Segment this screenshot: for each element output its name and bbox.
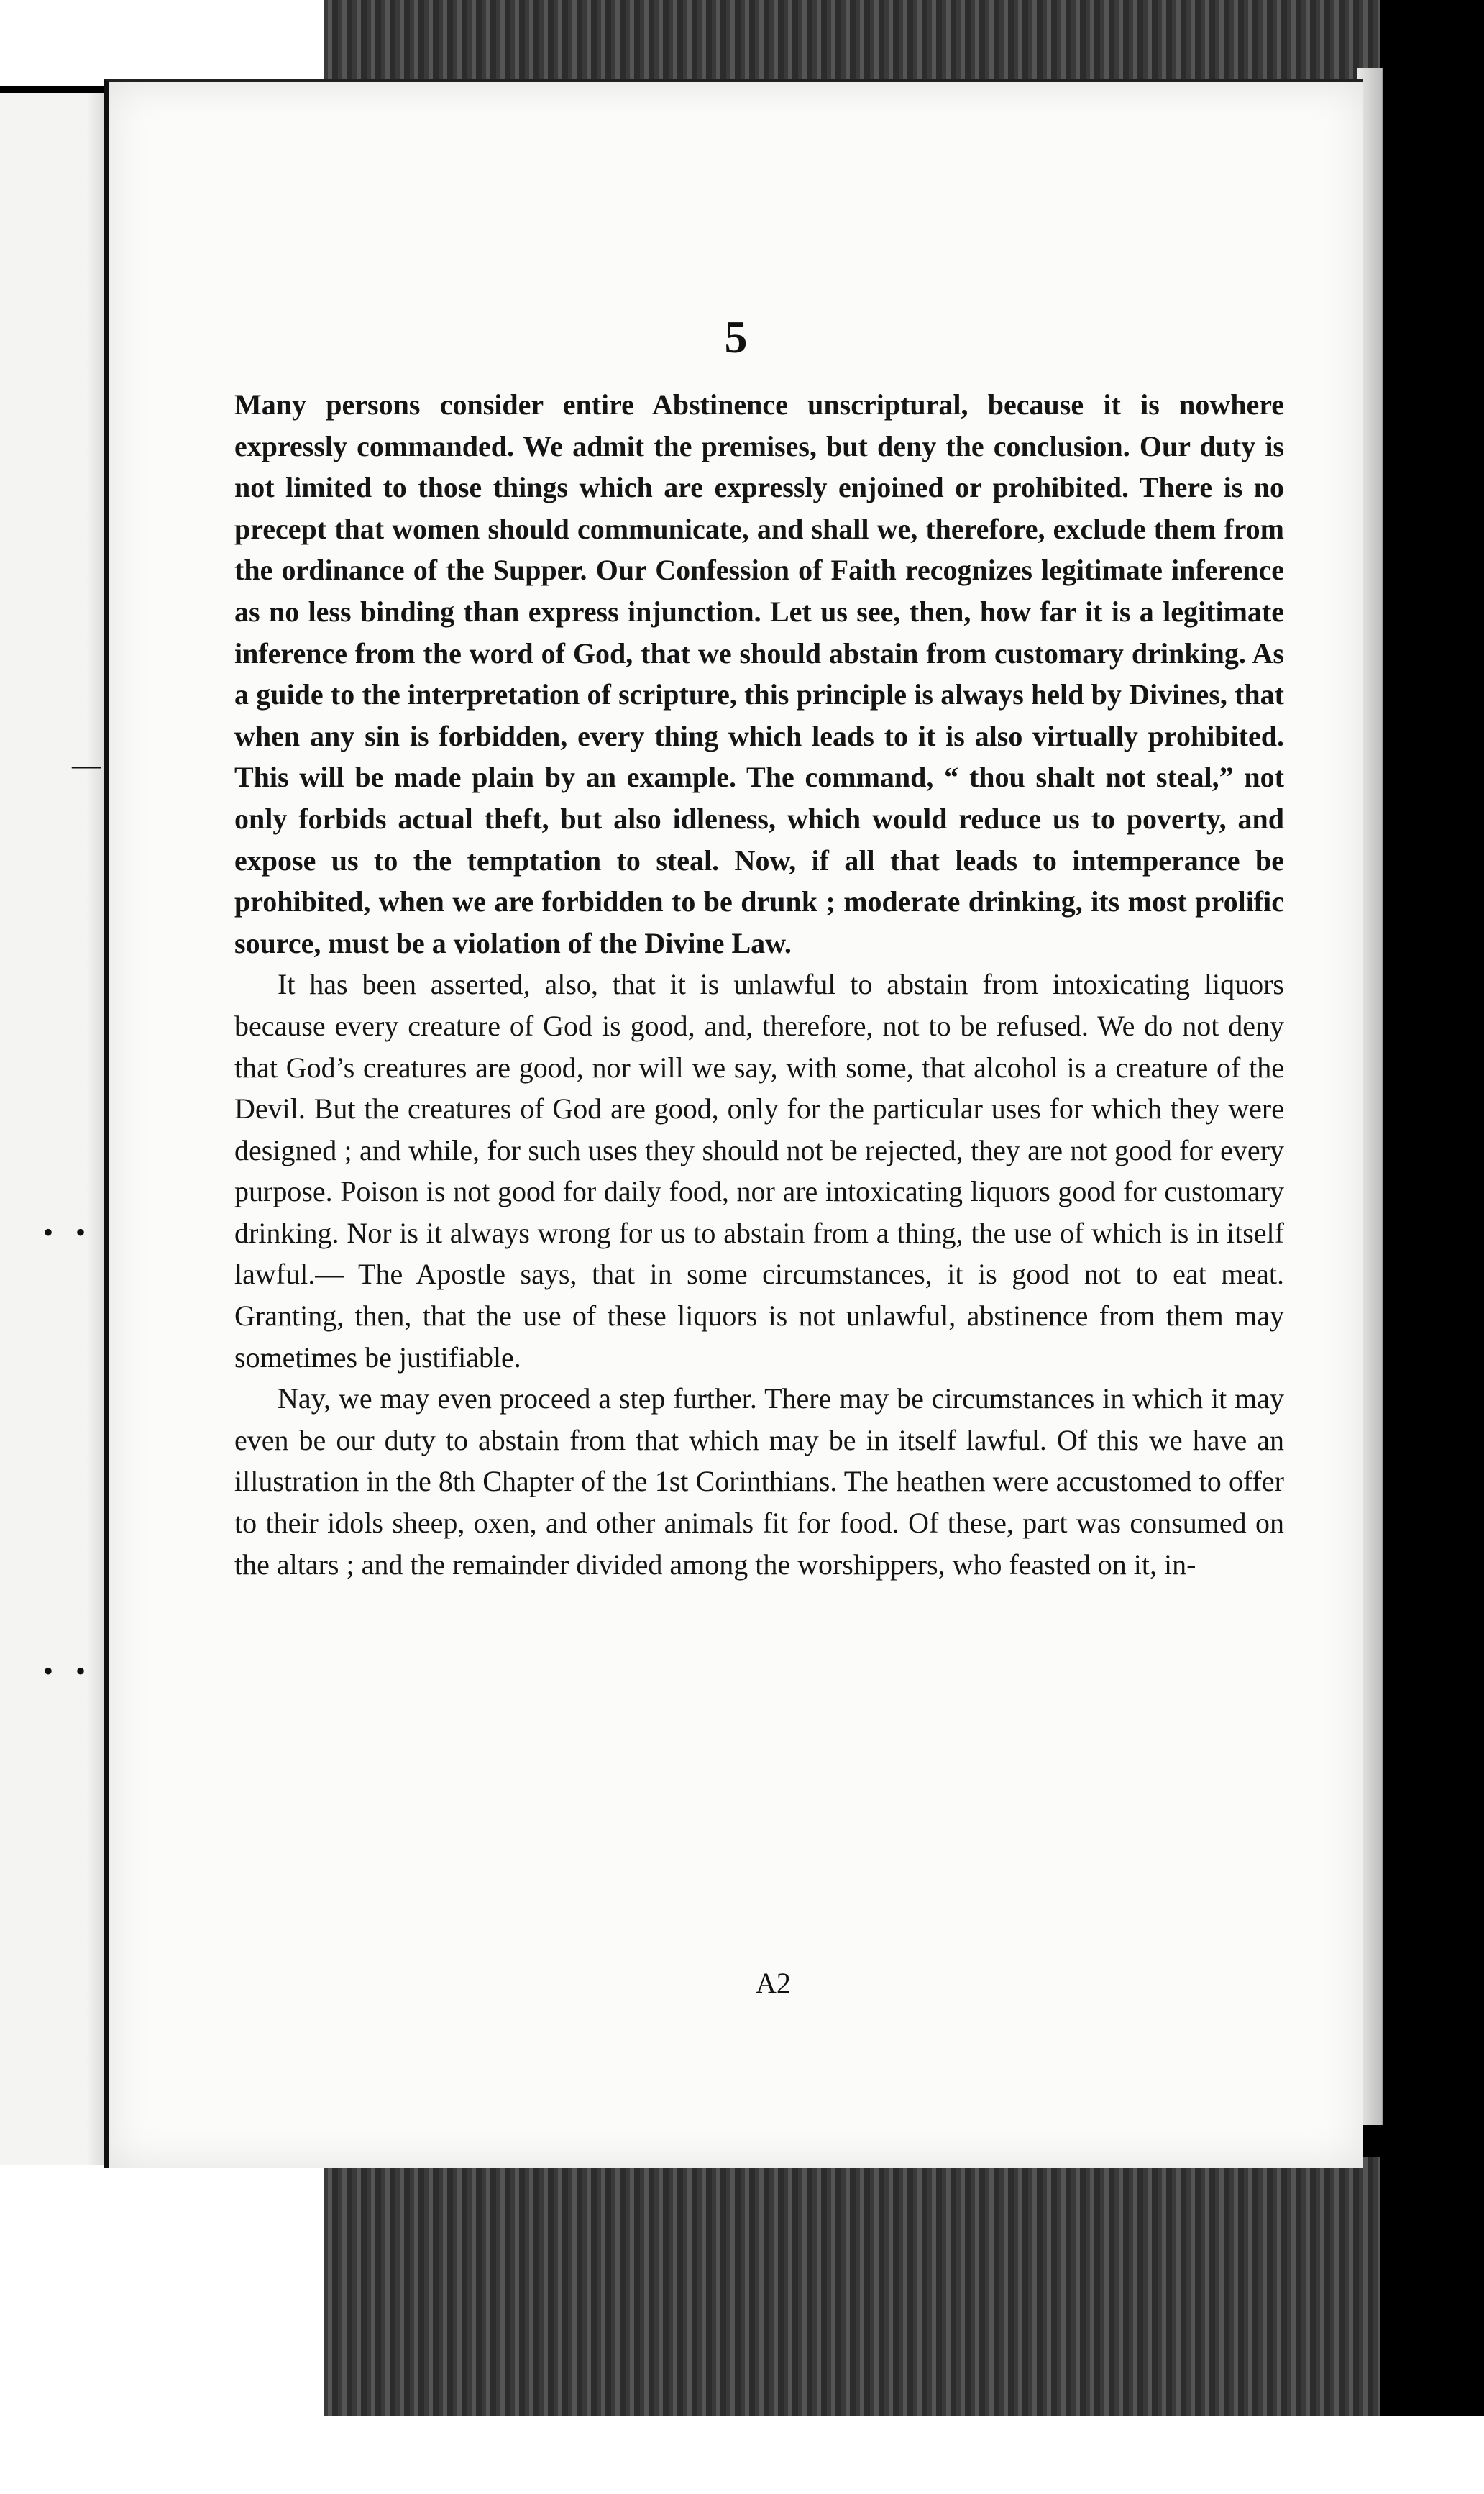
scan-margin-top-left bbox=[0, 0, 324, 86]
margin-mark: • bbox=[75, 1655, 86, 1687]
book-page bbox=[104, 79, 1363, 2168]
body-text bbox=[234, 384, 1284, 1585]
scan-bed-bottom bbox=[324, 2157, 1380, 2416]
paragraph-3: Nay, we may even proceed a step further. There may be circumstances in which it may even be our duty to abstain from that which may be in itself lawful. Of this we have an illustration in the 8th Chapter of the 1st Corinthians. The heathen were accustomed to offer to their idols sheep, oxen, and other animals fit for food. Of these, part was consumed on the altars ; and the remainder divided among the worshippers, who feasted on it, in- bbox=[234, 1382, 1284, 1581]
margin-mark: — bbox=[72, 749, 101, 781]
scan-margin-bottom bbox=[0, 2416, 1484, 2494]
facing-page-edge bbox=[0, 93, 110, 2165]
margin-mark: • bbox=[75, 1216, 86, 1248]
paragraph-2: It has been asserted, also, that it is unlawful to abstain from intoxicating liquors because every creature of God is good, and, therefore, not to be refused. We do not deny that God’s creatures are good, nor will we say, with some, that alcohol is a creature of the Devil. But the creatures of God are good, only for the particular uses for which they were designed ; and while, for such uses they should not be rejected, they are not good for every purpose. Poison is not good for daily food, nor are intoxicating liquors good for customary drinking. Nor is it always wrong for us to abstain from a thing, the use of which is in itself lawful.— The Apostle says, that in some circumstances, it is good not to eat meat. Granting, then, that the use of these liquors is not unlawful, abstinence from them may sometimes be justifiable. bbox=[234, 968, 1284, 1374]
signature-mark: A2 bbox=[756, 1967, 791, 1999]
margin-mark: • bbox=[43, 1216, 54, 1248]
page-number: 5 bbox=[724, 311, 748, 362]
scan-bed-top bbox=[324, 0, 1380, 79]
margin-mark: • bbox=[43, 1655, 54, 1687]
paragraph-1: Many persons consider entire Abstinence unscriptural, because it is nowhere expressly commanded. We admit the premises, but deny the conclusion. Our duty is not limited to those things which are expressly enjoined or prohibited. There is no precept that women should communicate, and shall we, therefore, exclude them from the ordinance of the Supper. Our Confession of Faith recognizes legitimate inference as no less binding than express injunction. Let us see, then, how far it is a legitimate inference from the word of God, that we should abstain from customary drinking. As a guide to the interpretation of scripture, this principle is always held by Divines, that when any sin is forbidden, every thing which leads to it is also virtually prohibited. This will be made plain by an example. The command, “ thou shalt not steal,” not only forbids actual theft, but also idleness, which would reduce us to poverty, and expose us to the temptation to steal. Now, if all that leads to intemperance be prohibited, when we are forbidden to be drunk ; moderate drinking, its most prolific source, must be a violation of the Divine Law. bbox=[234, 388, 1284, 959]
